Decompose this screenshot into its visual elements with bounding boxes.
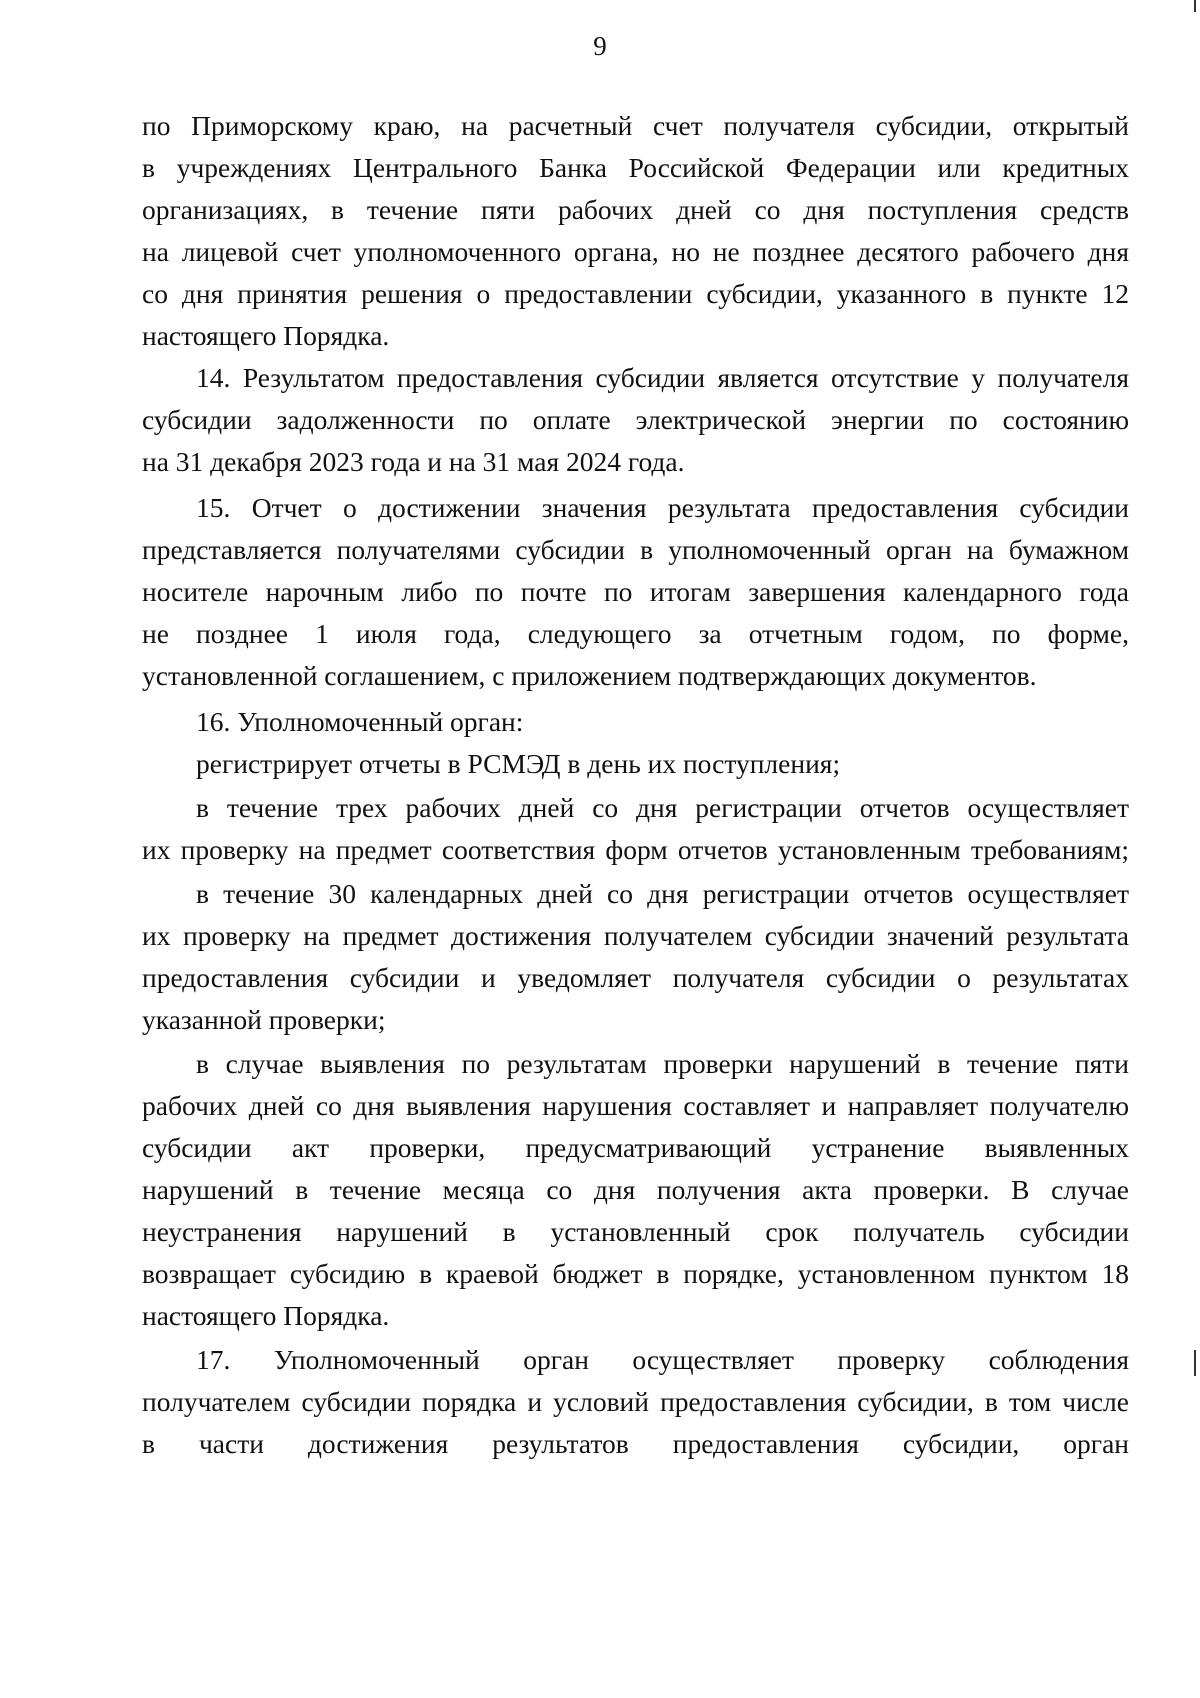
text-line: настоящего Порядка. [142,320,390,351]
text-line: на лицевой счет уполномоченного органа, но не позднее десятого рабочего дня [142,236,1129,267]
paragraph-16-start: 16. Уполномоченный орган: [196,706,524,737]
text-line: их проверку на предмет достижения получателем субсидии значений результата [142,920,1129,951]
scan-edge-mark [1194,1350,1196,1376]
text-line: неустранения нарушений в установленный срок получатель субсидии [142,1216,1129,1247]
text-line: указанной проверки; [142,1004,386,1035]
text-line: со дня принятия решения о предоставлении субсидии, указанного в пункте 12 [142,278,1129,309]
text-line: в учреждениях Центрального Банка Российской Федерации или кредитных [142,152,1129,183]
text-line: представляется получателями субсидии в уполномоченный орган на бумажном [142,534,1129,565]
paragraph-17-start: 17. Уполномоченный орган осуществляет проверку соблюдения [196,1344,1129,1375]
paragraph-14-start: 14. Результатом предоставления субсидии является отсутствие у получателя [196,362,1129,393]
text-line: субсидии акт проверки, предусматривающий устранение выявленных [142,1132,1129,1163]
text-line: предоставления субсидии и уведомляет получателя субсидии о результатах [142,962,1129,993]
text-line: возвращает субсидию в краевой бюджет в порядке, установленном пунктом 18 [142,1258,1129,1289]
text-line: получателем субсидии порядка и условий предоставления субсидии, в том числе [142,1386,1129,1417]
text-line: не позднее 1 июля года, следующего за отчетным годом, по форме, [142,618,1129,649]
text-line: на 31 декабря 2023 года и на 31 мая 2024 года. [142,446,685,477]
page-number: 9 [593,31,607,61]
text-line: регистрирует отчеты в РСМЭД в день их поступления; [196,748,841,779]
text-line: по Приморскому краю, на расчетный счет получателя субсидии, открытый [142,110,1129,141]
text-line: в случае выявления по результатам проверки нарушений в течение пяти [196,1048,1129,1079]
text-line: установленной соглашением, с приложением подтверждающих документов. [142,660,1037,691]
text-line: их проверку на предмет соответствия форм отчетов установленным требованиям; [142,834,1129,865]
text-line: субсидии задолженности по оплате электрической энергии по состоянию [142,404,1129,435]
text-line: рабочих дней со дня выявления нарушения составляет и направляет получателю [142,1090,1129,1121]
text-line: в части достижения результатов предоставления субсидии, орган [142,1428,1129,1459]
text-line: носителе нарочным либо по почте по итогам завершения календарного года [142,576,1129,607]
text-line: настоящего Порядка. [142,1300,390,1331]
text-line: нарушений в течение месяца со дня получения акта проверки. В случае [142,1174,1129,1205]
text-line: в течение трех рабочих дней со дня регистрации отчетов осуществляет [196,792,1129,823]
text-line: организациях, в течение пяти рабочих дней со дня поступления средств [142,194,1129,225]
text-line: в течение 30 календарных дней со дня регистрации отчетов осуществляет [196,878,1129,909]
scan-edge-mark [1194,0,1196,12]
paragraph-15-start: 15. Отчет о достижении значения результата предоставления субсидии [196,492,1129,523]
